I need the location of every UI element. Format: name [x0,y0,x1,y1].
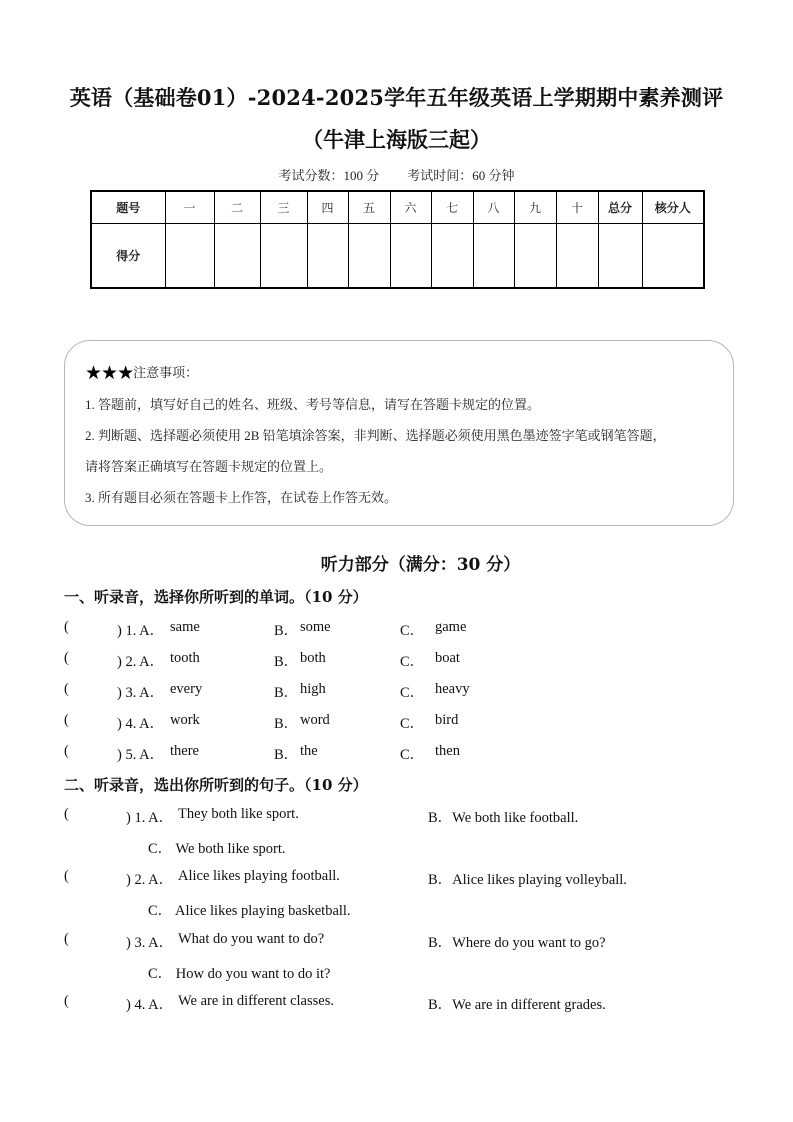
header-cell-label: 题号 [91,191,165,224]
option-b-label: B． [274,747,299,763]
header-cell: 五 [348,191,390,224]
header-cell: 一 [165,191,214,224]
option-b: B．We are in different grades. [428,997,606,1013]
answer-blank[interactable]: ( [64,743,69,759]
notice-item: 2. 判断题、选择题必须使用 2B 铅笔填涂答案，非判断、选择题必须使用黑色墨迹签字笔或钢笔答题， [85,428,666,443]
score-table-header-row [91,191,704,224]
option-b-label: B． [274,685,299,701]
score-cell [431,224,473,289]
header-cell: 十 [556,191,598,224]
header-cell-checker: 核分人 [642,191,704,224]
answer-blank[interactable]: ( [64,931,69,947]
header-cell: 九 [514,191,556,224]
answer-blank[interactable]: ( [64,712,69,728]
option-c-label: C． [400,623,425,639]
option-c: boat [435,650,460,666]
option-b: B．Alice likes playing volleyball. [428,872,627,888]
score-cell [165,224,214,289]
exam-score: 考试分数：100 分 [278,168,380,183]
notice-box [64,340,734,526]
option-b: high [300,681,326,697]
option-c: bird [435,712,459,728]
answer-blank[interactable]: ( [64,619,69,635]
document-subtitle: （牛津上海版三起） [302,127,491,152]
section-title-listening: 听力部分（满分：30 分） [320,555,521,575]
option-a: there [170,743,199,759]
option-c-label: C． [400,685,425,701]
option-c: then [435,743,460,759]
option-b-label: B． [274,654,299,670]
option-b-label: B． [274,716,299,732]
header-cell: 四 [307,191,348,224]
notice-item: 1. 答题前，填写好自己的姓名、班级、考号等信息，请写在答题卡规定的位置。 [85,397,541,412]
score-cell [348,224,390,289]
score-cell [307,224,348,289]
notice-item: 请将答案正确填写在答题卡规定的位置上。 [85,459,333,474]
option-c: C． How do you want to do it? [148,966,331,982]
header-cell: 七 [431,191,473,224]
header-cell: 二 [214,191,260,224]
score-cell [260,224,307,289]
notice-item: 3. 所有题目必须在答题卡上作答，在试卷上作答无效。 [85,490,398,505]
score-cell [390,224,431,289]
option-c: heavy [435,681,470,697]
answer-blank[interactable]: ( [64,650,69,666]
header-cell: 三 [260,191,307,224]
option-a: tooth [170,650,200,666]
star-icons: ★★★ [85,363,134,384]
score-cell [214,224,260,289]
option-b: the [300,743,318,759]
score-cell [642,224,704,289]
score-row-label: 得分 [91,224,165,289]
score-cell [556,224,598,289]
option-b: B．We both like football. [428,810,579,826]
option-a: They both like sport. [178,806,299,822]
answer-blank[interactable]: ( [64,806,69,822]
exam-info [0,165,793,184]
part2-heading: 二、听录音，选出你所听到的句子。（10 分） [64,776,368,794]
notice-title: 注意事项： [133,365,199,380]
option-b: word [300,712,330,728]
answer-blank[interactable]: ( [64,868,69,884]
score-cell [598,224,642,289]
answer-blank[interactable]: ( [64,993,69,1009]
option-a: What do you want to do? [178,931,325,947]
notice-title-line [85,362,198,385]
option-c-label: C． [400,747,425,763]
option-b: both [300,650,326,666]
header-cell: 六 [390,191,431,224]
option-c: game [435,619,467,635]
option-c: C． Alice likes playing basketball. [148,903,351,919]
option-a: same [170,619,200,635]
option-a: work [170,712,200,728]
document-title: 英语（基础卷01）-2024-2025学年五年级英语上学期期中素养测评 [69,85,724,110]
part1-heading: 一、听录音，选择你所听到的单词。（10 分） [64,588,368,606]
header-cell-total: 总分 [598,191,642,224]
exam-time: 考试时间：60 分钟 [407,168,515,183]
score-cell [473,224,514,289]
score-table-score-row [91,224,704,289]
option-a: We are in different classes. [178,993,334,1009]
header-cell: 八 [473,191,514,224]
option-a: Alice likes playing football. [178,868,340,884]
option-c-label: C． [400,654,425,670]
option-a: every [170,681,203,697]
option-b: some [300,619,331,635]
score-table [90,190,705,289]
option-b-label: B． [274,623,299,639]
option-c: C． We both like sport. [148,841,286,857]
score-cell [514,224,556,289]
answer-blank[interactable]: ( [64,681,69,697]
option-c-label: C． [400,716,425,732]
option-b: B．Where do you want to go? [428,935,606,951]
